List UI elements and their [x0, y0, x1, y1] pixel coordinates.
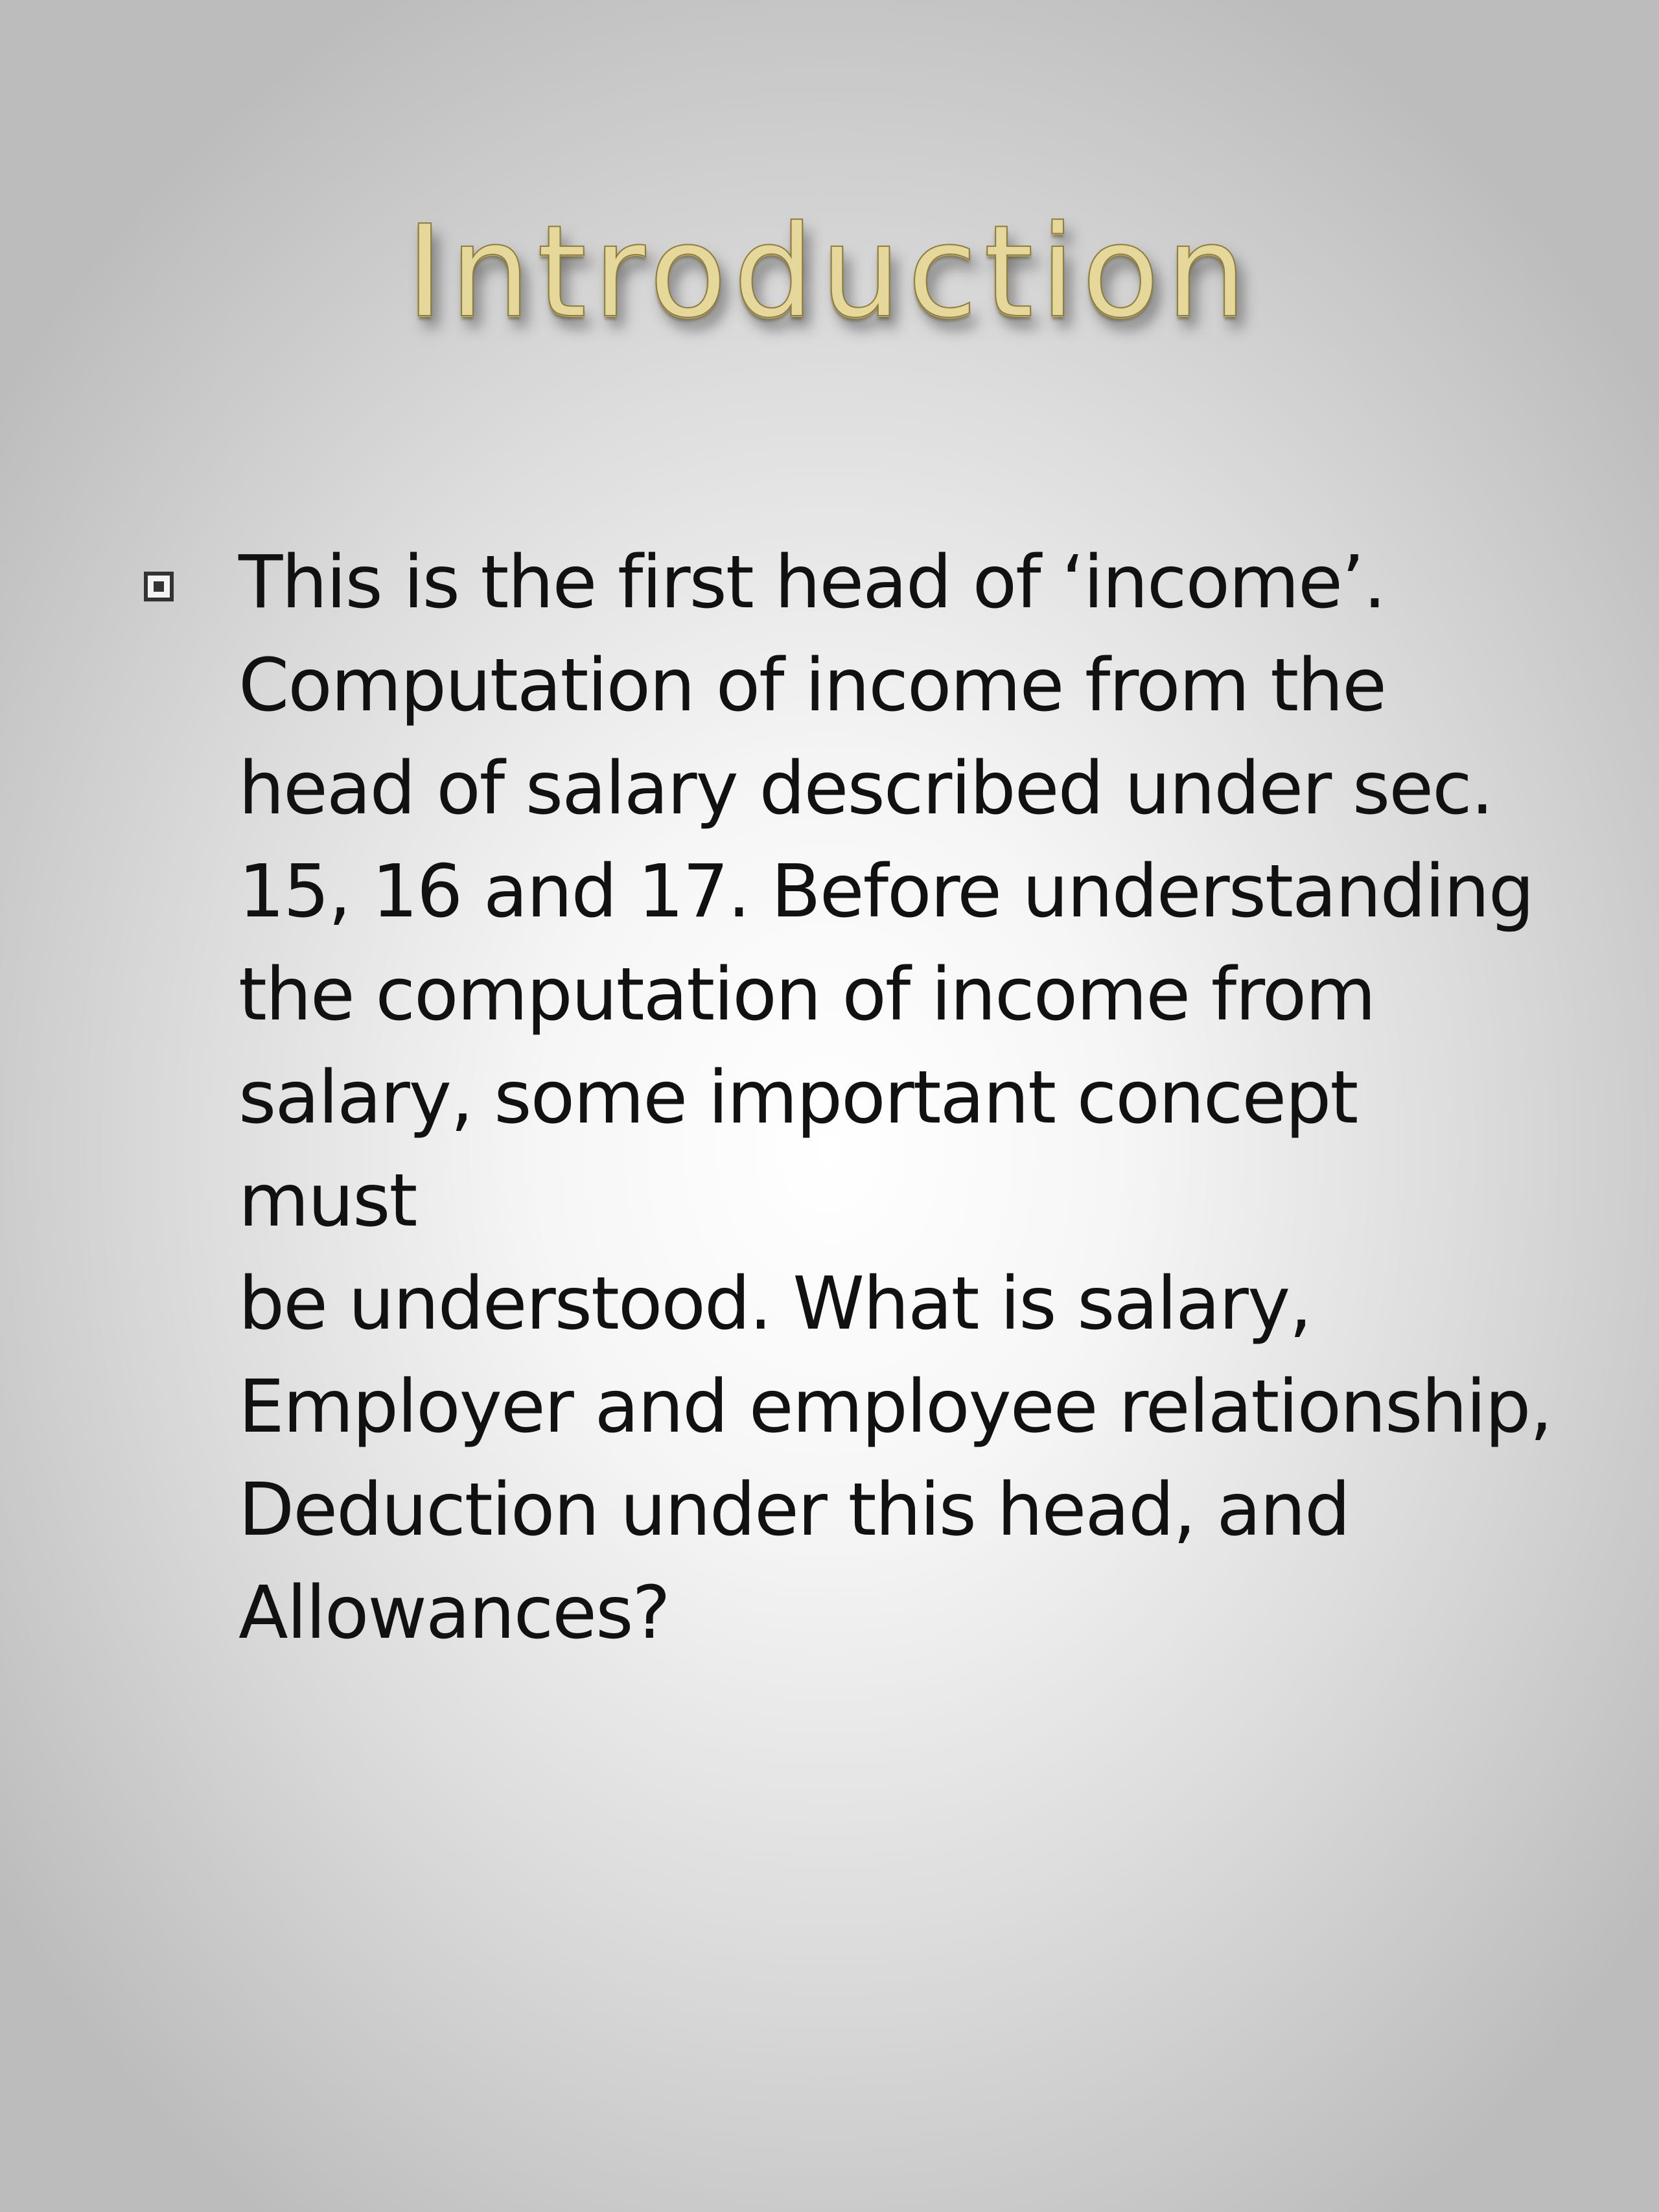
bullet-item: [130, 531, 1555, 1665]
bullet-text: This is the first head of ‘income’. Computation of income from the head of salary described under sec. 15, 16 and 17. Before understanding the computation of income from salary, some important concept must be understood. What is salary, Employer and employee relationship, Deduction under this head, and Allowances?: [238, 541, 1552, 1655]
slide-title: Introduction: [406, 198, 1253, 346]
slide-content: [130, 531, 1555, 1665]
square-bullet-icon: [144, 572, 174, 601]
